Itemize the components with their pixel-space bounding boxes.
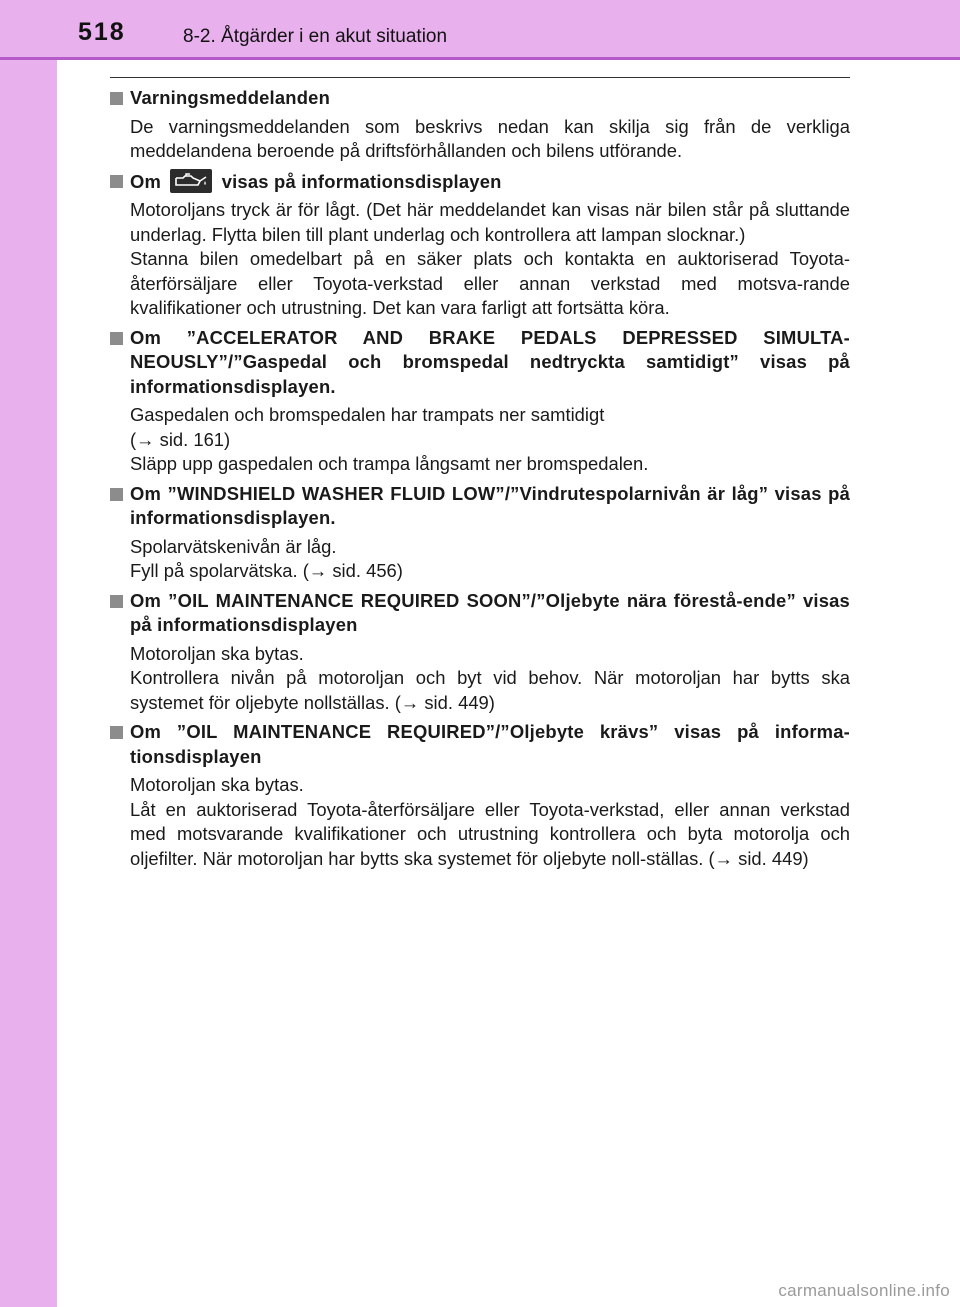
item-body: Spolarvätskenivån är låg. Fyll på spolarvätska. (→ sid. 456) bbox=[130, 535, 403, 581]
item-body: Motoroljan ska bytas. Låt en auktoriserad Toyota-återförsäljare eller Toyota-verkstad, eller annan verkstad med motsvarande kvalifikationer och utrustning kontrollera och byta motorolja och oljefilter. När motoroljan har bytts ska systemet för oljebyte noll-ställas. (→ sid. 449) bbox=[130, 774, 850, 869]
square-bullet-icon bbox=[110, 726, 123, 739]
square-bullet-icon bbox=[110, 175, 123, 188]
heading-text: Om ”OIL MAINTENANCE REQUIRED”/”Oljebyte krävs” visas på informa-tionsdisplayen bbox=[130, 721, 850, 767]
square-bullet-icon bbox=[110, 488, 123, 501]
list-item bbox=[110, 326, 850, 477]
header-rule bbox=[0, 57, 960, 60]
list-item bbox=[110, 720, 850, 871]
heading-text: Om ”WINDSHIELD WASHER FLUID LOW”/”Vindrutespolarnivån är låg” visas på informationsdisplayen. bbox=[130, 482, 850, 528]
heading-suffix: visas på informationsdisplayen bbox=[221, 170, 502, 192]
section-title: 8-2. Åtgärder i en akut situation bbox=[183, 26, 448, 47]
item-heading bbox=[110, 86, 850, 111]
item-heading bbox=[110, 326, 850, 400]
square-bullet-icon bbox=[110, 595, 123, 608]
list-item bbox=[110, 169, 850, 321]
square-bullet-icon bbox=[110, 332, 123, 345]
heading-text: Om ”OIL MAINTENANCE REQUIRED SOON”/”Oljebyte nära förestå-ende” visas på informationsdisplayen bbox=[130, 589, 850, 635]
item-heading bbox=[110, 482, 850, 531]
item-heading bbox=[110, 169, 850, 195]
side-margin-band bbox=[0, 0, 57, 1307]
watermark: carmanualsonline.info bbox=[778, 1281, 950, 1300]
list-item bbox=[110, 86, 850, 164]
page-number: 518 bbox=[78, 18, 126, 46]
list-item bbox=[110, 482, 850, 584]
header-band bbox=[0, 0, 960, 57]
oil-pressure-icon bbox=[170, 169, 212, 193]
heading-text: Om ”ACCELERATOR AND BRAKE PEDALS DEPRESSED SIMULTA-NEOUSLY”/”Gaspedal och bromspedal nedtryckta samtidigt” visas på informationsdisplayen. bbox=[130, 326, 850, 397]
content-divider bbox=[110, 77, 850, 78]
item-heading bbox=[110, 720, 850, 769]
list-item bbox=[110, 589, 850, 716]
item-heading bbox=[110, 589, 850, 638]
page-content bbox=[110, 86, 850, 876]
square-bullet-icon bbox=[110, 92, 123, 105]
item-body: Gaspedalen och bromspedalen har trampats ner samtidigt (→ sid. 161) Släpp upp gaspedalen och trampa långsamt ner bromspedalen. bbox=[130, 404, 649, 474]
item-body: De varningsmeddelanden som beskrivs nedan kan skilja sig från de verkliga meddelandena beroende på driftsförhållanden och bilens utförande. bbox=[130, 115, 850, 161]
item-body: Motoroljan ska bytas. Kontrollera nivån på motoroljan och byt vid behov. När motoroljan har bytts ska systemet för oljebyte nollställas. (→ sid. 449) bbox=[130, 642, 850, 713]
item-body: Motoroljans tryck är för lågt. (Det här meddelandet kan visas när bilen står på sluttande underlag. Flytta bilen till plant underlag och kontrollera att lampan slocknar.) Stanna bilen omedelbart på en säker plats och kontakta en auktoriserad Toyota-återförsäljare eller Toyota-verkstad eller annan verkstad med motsva-rande kvalifikationer och utrustning. Det kan vara farligt att fortsätta köra. bbox=[130, 199, 850, 318]
heading-prefix: Om bbox=[130, 170, 162, 192]
heading-text: Varningsmeddelanden bbox=[130, 87, 331, 108]
